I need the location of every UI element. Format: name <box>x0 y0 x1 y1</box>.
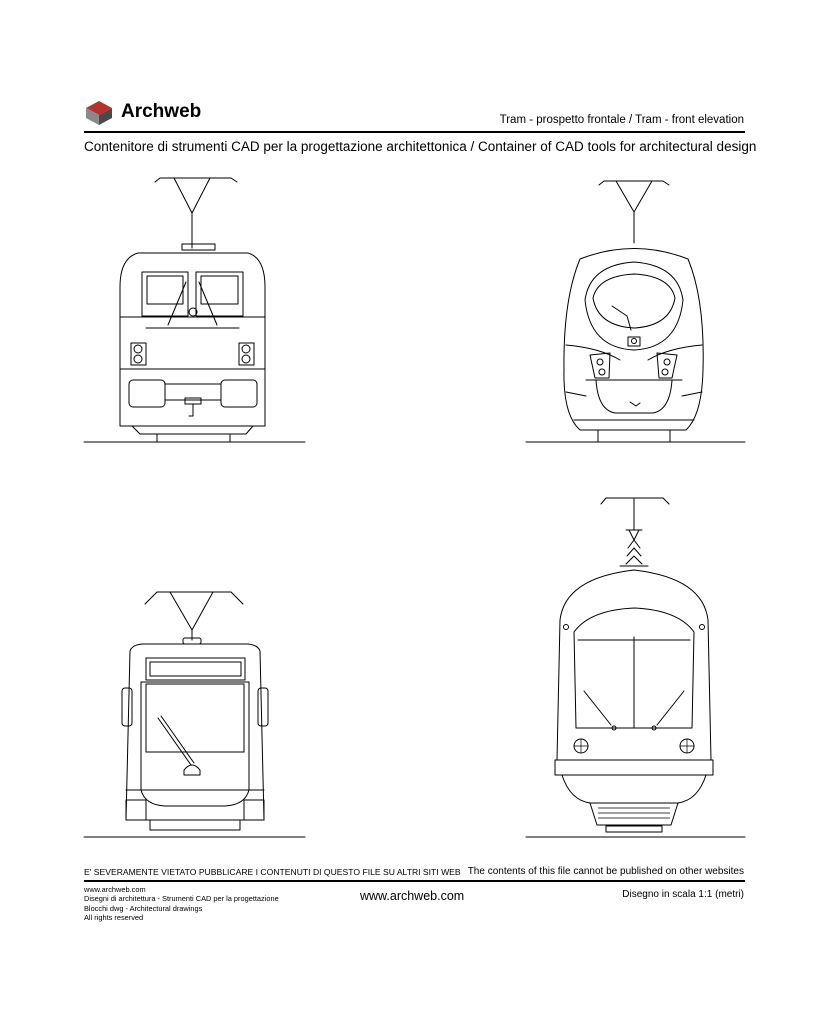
footer-rule <box>84 880 745 882</box>
tram-front-elevation-2 <box>526 181 745 442</box>
document-subtitle: Contenitore di strumenti CAD per la progettazione architettonica / Container of CAD tools for architectural design <box>84 139 757 154</box>
footer-info-line: All rights reserved <box>84 913 144 923</box>
tram-front-elevation-1 <box>84 178 305 442</box>
tram-front-elevation-4 <box>526 498 745 837</box>
document-title: Tram - prospetto frontale / Tram - front elevation <box>499 114 744 126</box>
brand-name: Archweb <box>121 101 202 122</box>
header-rule <box>84 131 745 133</box>
footer-info-line: Disegni di architettura - Strumenti CAD per la progettazione <box>84 894 279 904</box>
footer-info-line: www.archweb.com <box>84 885 146 894</box>
copyright-notice-english: The contents of this file cannot be published on other websites <box>467 866 744 877</box>
archweb-logo-icon <box>84 100 114 126</box>
copyright-notice-italian: E' SEVERAMENTE VIETATO PUBBLICARE I CONTENUTI DI QUESTO FILE SU ALTRI SITI WEB <box>84 867 461 877</box>
tram-front-elevation-3 <box>84 592 305 837</box>
website-url: www.archweb.com <box>360 889 465 903</box>
footer-info-line: Blocchi dwg - Architectural drawings <box>84 903 203 913</box>
drawing-scale: Disegno in scala 1:1 (metri) <box>622 889 744 900</box>
tram-elevations-drawing <box>0 160 829 850</box>
footer-info <box>84 885 279 923</box>
